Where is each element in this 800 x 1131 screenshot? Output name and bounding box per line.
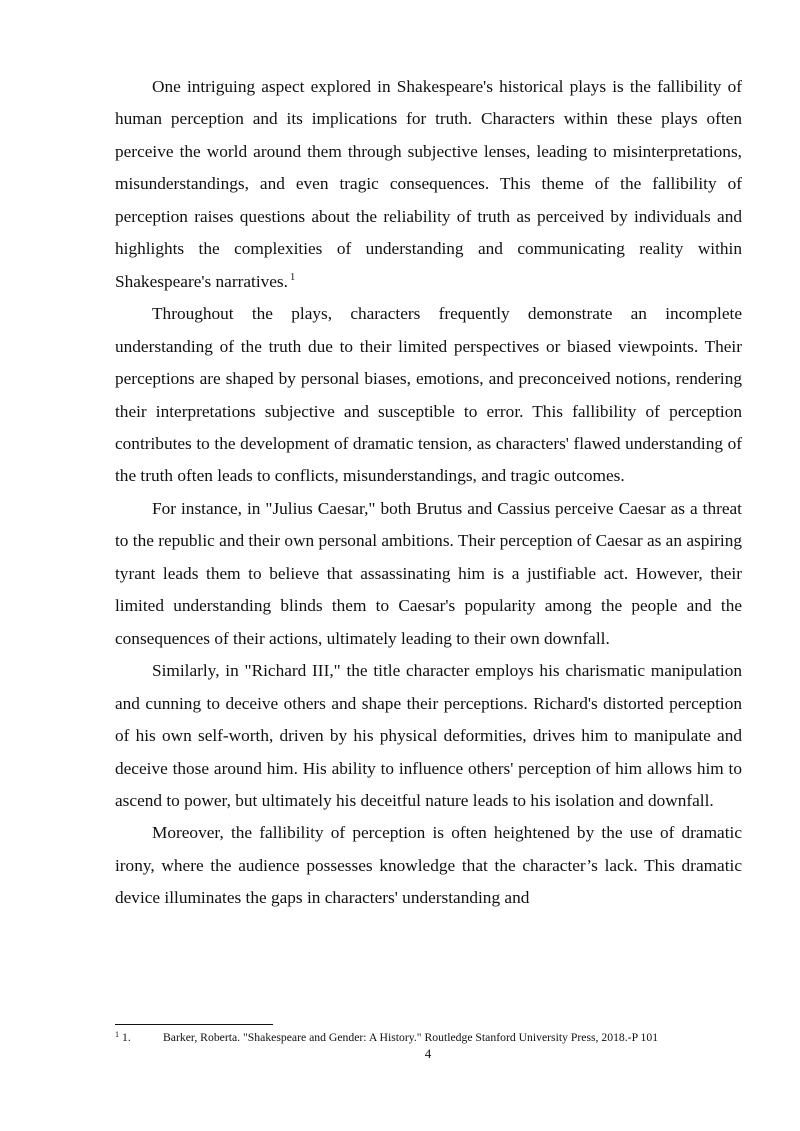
- footnote-text: Barker, Roberta. "Shakespeare and Gender: A History." Routledge Stanford University Press, 2018.-P 101: [163, 1031, 659, 1044]
- paragraph-5: Moreover, the fallibility of perception is often heightened by the use of dramatic irony, where the audience possesses knowledge that the character’s lack. This dramatic device illuminates the gaps in characters' understanding and: [115, 823, 742, 908]
- footnote-number: 1.: [122, 1031, 131, 1044]
- footnote-separator: [115, 1024, 273, 1025]
- paragraph-4: Similarly, in "Richard III," the title character employs his charismatic manipulation and cunning to deceive others and shape their perceptions. Richard's distorted perception of his own self-worth, driven by his physical deformities, drives him to manipulate and deceive those around him. His ability to influence others' perception of him allows him to ascend to power, but ultimately his deceitful nature leads to his isolation and downfall.: [115, 661, 742, 810]
- paragraph-2: Throughout the plays, characters frequently demonstrate an incomplete understanding of the truth due to their limited perspectives or biased viewpoints. Their perceptions are shaped by personal biases, emotions, and preconceived notions, rendering their interpretations subjective and susceptible to error. This fallibility of perception contributes to the development of dramatic tension, as characters' flawed understanding of the truth often leads to conflicts, misunderstandings, and tragic outcomes.: [115, 304, 742, 486]
- page-number: 4: [424, 1046, 432, 1061]
- paragraph-1: [115, 71, 742, 298]
- paragraph-3: For instance, in "Julius Caesar," both Brutus and Cassius perceive Caesar as a threat to the republic and their own personal ambitions. Their perception of Caesar as an aspiring tyrant leads them to believe that assassinating him is a justifiable act. However, their limited understanding blinds them to Caesar's popularity among the people and the consequences of their actions, ultimately leading to their own downfall.: [115, 498, 742, 648]
- footnote-mark: 1: [115, 1030, 119, 1039]
- footnote-reference[interactable]: 1: [289, 271, 296, 283]
- paragraph-1-text: One intriguing aspect explored in Shakespeare's historical plays is the fallibility of human perception and its implications for truth. Characters within these plays often perceive the world around them through subjective lenses, leading to misinterpretations, misunderstandings, and even tragic consequences. This theme of the fallibility of perception raises questions about the reliability of truth as perceived by individuals and highlights the complexities of understanding and communicating reality within Shakespeare's narratives.: [115, 77, 742, 291]
- footnote: [115, 1030, 755, 1045]
- body-text: [115, 71, 742, 915]
